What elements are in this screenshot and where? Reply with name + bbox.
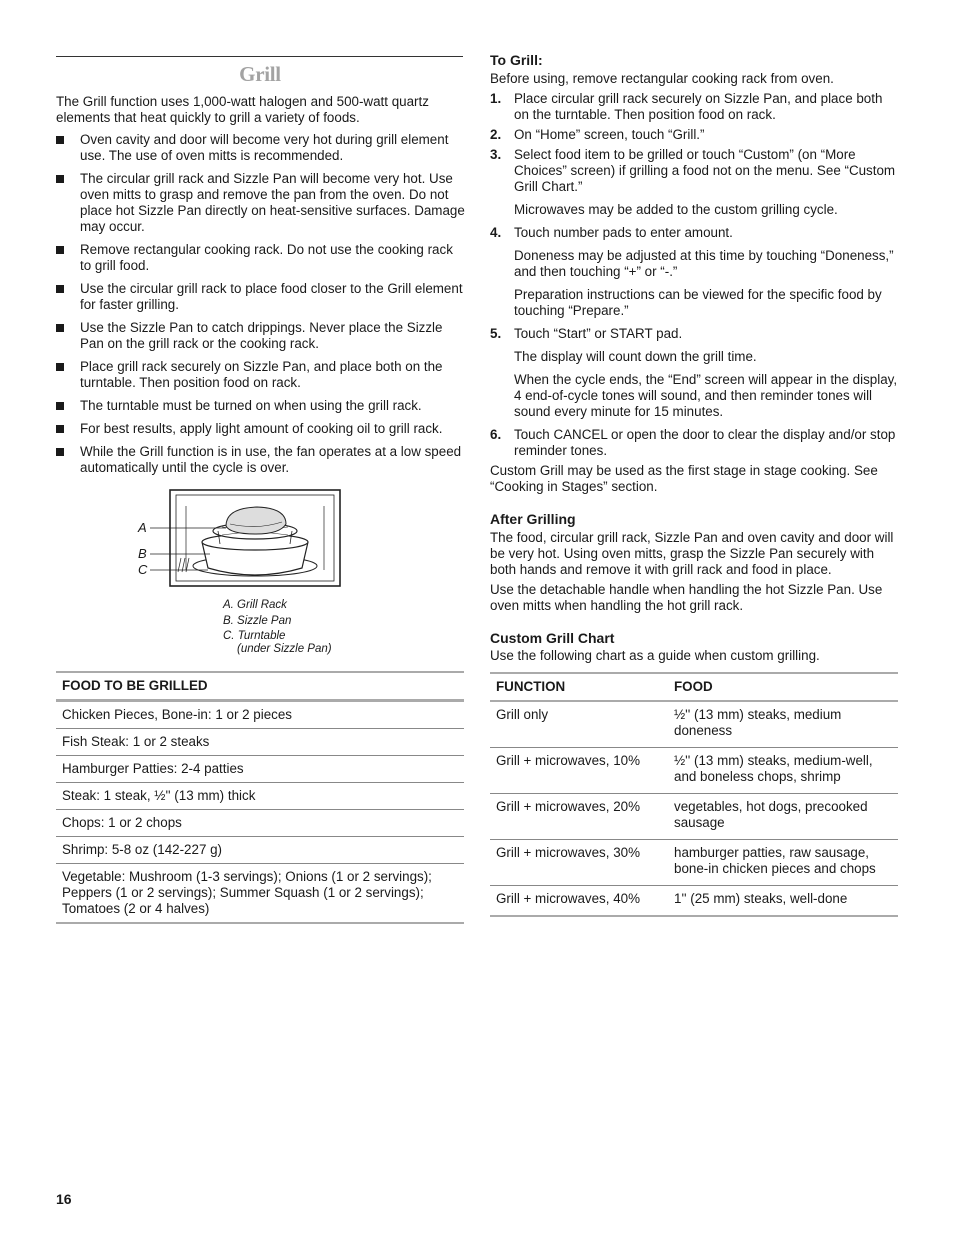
list-item: While the Grill function is in use, the fan operates at a low speed automatically until the cycle is over. — [56, 444, 466, 476]
table-row: Grill + microwaves, 20% vegetables, hot dogs, precooked sausage — [490, 794, 898, 840]
bullet-square-icon — [56, 285, 64, 293]
bullet-square-icon — [56, 246, 64, 254]
food-to-be-grilled-table — [56, 671, 464, 924]
to-grill-heading: To Grill: — [490, 52, 543, 68]
table-row: Shrimp: 5-8 oz (142-227 g) — [56, 837, 464, 864]
table-row: Grill + microwaves, 30% hamburger patties, raw sausage, bone-in chicken pieces and chops — [490, 840, 898, 886]
custom-grill-chart-heading: Custom Grill Chart — [490, 630, 615, 646]
list-item: 6. Touch CANCEL or open the door to clear the display and/or stop reminder tones. — [490, 427, 896, 458]
intro-text: The Grill function uses 1,000-watt halogen and 500-watt quartz elements that heat quickly to grill a variety of foods. — [56, 94, 429, 125]
bullet-square-icon — [56, 136, 64, 144]
list-item: Use the Sizzle Pan to catch drippings. Never place the Sizzle Pan on the grill rack or the cooking rack. — [56, 320, 466, 352]
list-item: 1. Place circular grill rack securely on Sizzle Pan, and place both on the turntable. Then position food on rack. — [490, 91, 883, 122]
food-shape — [226, 507, 286, 534]
figure-legend: A. Grill Rack B. Sizzle Pan C. Turntable (under Sizzle Pan) — [223, 599, 332, 655]
list-item: Remove rectangular cooking rack. Do not use the cooking rack to grill food. — [56, 242, 466, 274]
grill-rack-illustration — [130, 486, 350, 590]
list-item: Oven cavity and door will become very hot during grill element use. The use of oven mitts is recommended. — [56, 132, 466, 164]
after-grilling-paragraph: The food, circular grill rack, Sizzle Pan and oven cavity and door will be very hot. Using oven mitts, grasp the Sizzle Pan securely with both hands and remove it with grill rack and food in place. — [490, 530, 894, 577]
custom-grill-chart-table — [490, 672, 898, 917]
table-row: Hamburger Patties: 2-4 patties — [56, 756, 464, 783]
list-item: Use the circular grill rack to place food closer to the Grill element for faster grilling. — [56, 281, 466, 313]
bullet-square-icon — [56, 324, 64, 332]
table-row: Fish Steak: 1 or 2 steaks — [56, 729, 464, 756]
list-item: 3. Select food item to be grilled or touch “Custom” (on “More Choices” screen) if grilling a food not on the menu. See “Custom Grill Chart.” Microwaves may be added to the custom grilling cycle. — [490, 147, 896, 217]
bullet-square-icon — [56, 448, 64, 456]
table-row: Grill + microwaves, 40% 1'' (25 mm) steaks, well-done — [490, 886, 898, 917]
callout-label-b: B — [138, 546, 147, 561]
list-item: The turntable must be turned on when using the grill rack. — [56, 398, 466, 414]
callout-label-a: A — [138, 520, 147, 535]
custom-grill-chart-intro: Use the following chart as a guide when custom grilling. — [490, 648, 820, 663]
table-row: Grill + microwaves, 10% ½'' (13 mm) steaks, medium-well, and boneless chops, shrimp — [490, 748, 898, 794]
grill-bullet-list — [56, 132, 466, 483]
table-row: Steak: 1 steak, ½'' (13 mm) thick — [56, 783, 464, 810]
callout-label-c: C — [138, 562, 148, 577]
table-row: Chops: 1 or 2 chops — [56, 810, 464, 837]
after-grilling-heading: After Grilling — [490, 511, 576, 527]
page-number: 16 — [56, 1191, 72, 1207]
section-title: Grill — [239, 62, 281, 86]
after-grilling-paragraph: Use the detachable handle when handling the hot Sizzle Pan. Use oven mitts when handling the hot grill rack. — [490, 582, 883, 613]
list-item: 5. Touch “Start” or START pad. The display will count down the grill time. When the cycle ends, the “End” screen will appear in the display, 4 end-of-cycle tones will sound, and then reminder tones will sound every minute for 15 minutes. — [490, 326, 898, 419]
table-header: FOOD TO BE GRILLED — [56, 672, 464, 701]
right-column — [490, 52, 898, 917]
list-item: 4. Touch number pads to enter amount. Doneness may be adjusted at this time by touching “Doneness,” and then touching “+” or “-.” Preparation instructions can be viewed for the specific food by touching “Prepare.” — [490, 225, 894, 318]
to-grill-steps — [490, 91, 898, 459]
table-row: Chicken Pieces, Bone-in: 1 or 2 pieces — [56, 701, 464, 729]
to-grill-intro: Before using, remove rectangular cooking rack from oven. — [490, 71, 834, 86]
list-item: The circular grill rack and Sizzle Pan will become very hot. Use oven mitts to grasp and remove the pan from the oven. Do not place hot Sizzle Pan directly on heat-sensitive surfaces. Damage may occur. — [56, 171, 466, 235]
to-grill-outro: Custom Grill may be used as the first stage in stage cooking. See “Cooking in Stages” section. — [490, 463, 878, 494]
top-rule — [56, 56, 463, 57]
bullet-square-icon — [56, 363, 64, 371]
column-header-food: FOOD — [668, 673, 898, 701]
column-header-function: FUNCTION — [490, 673, 668, 701]
bullet-square-icon — [56, 175, 64, 183]
list-item: Place grill rack securely on Sizzle Pan, and place both on the turntable. Then position food on rack. — [56, 359, 466, 391]
table-row: Grill only ½'' (13 mm) steaks, medium doneness — [490, 701, 898, 748]
bullet-square-icon — [56, 402, 64, 410]
bullet-square-icon — [56, 425, 64, 433]
list-item: For best results, apply light amount of cooking oil to grill rack. — [56, 421, 466, 437]
list-item: 2. On “Home” screen, touch “Grill.” — [490, 127, 705, 142]
table-row: Vegetable: Mushroom (1-3 servings); Onions (1 or 2 servings); Peppers (1 or 2 servings); Summer Squash (1 or 2 servings); Tomatoes (2 or 4 halves) — [56, 864, 464, 924]
